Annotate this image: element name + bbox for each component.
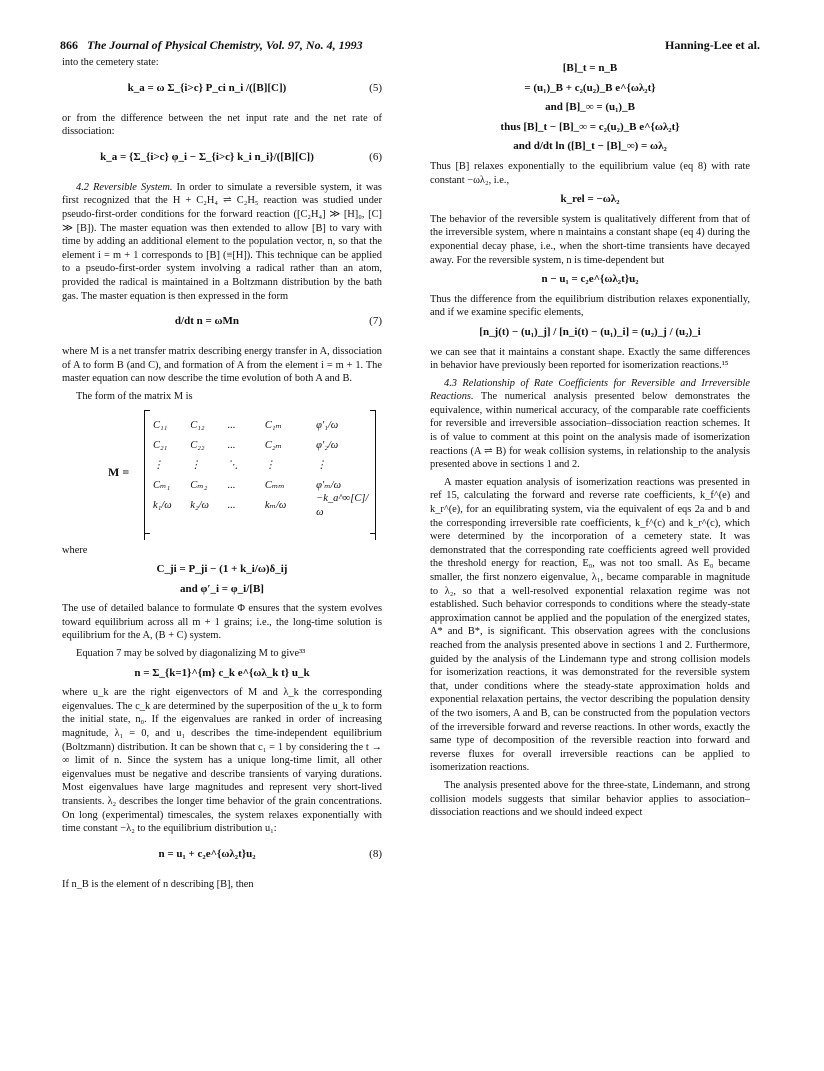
matrix-cell: k₁/ω: [153, 499, 172, 511]
equation-5-body: k_a = ω Σ_{i>c} P_ci n_i /([B][C]): [127, 81, 287, 94]
matrix-cell: Cₘₘ: [264, 479, 285, 491]
right-column: [430, 56, 750, 824]
paragraph: If n_B is the element of n describing [B], then: [62, 878, 254, 890]
matrix-cell: C₁ₘ: [264, 419, 282, 431]
section-4-2-title: 4.2 Reversible System.: [76, 181, 173, 193]
paragraph: The form of the matrix M is: [76, 390, 193, 402]
paragraph: The use of detailed balance to formulate Φ ensures that the system evolves toward equilibrium across all m + 1 grains; i.e., the long-time solution is equilibrium for the A, (B + C) system.: [62, 603, 382, 642]
matrix-cell: φ′ₘ/ω: [316, 479, 342, 491]
matrix-cell: ...: [227, 439, 236, 451]
equation-6: [62, 145, 382, 175]
equation-5: [62, 76, 382, 106]
equation-5-number: (5): [369, 81, 382, 94]
paragraph: Thus the difference from the equilibrium distribution relaxes exponentially, and if we examine specific elements,: [430, 293, 750, 319]
section-4-3-text: The numerical analysis presented below demonstrates the equivalence, within numerical accuracy, of the comparable rate coefficients for reversible and irreversible association–dissociation reaction schemes. It is of value to comment at this point on the analysis made of isomerization reactions (A ⇌ B) for weak collision systems, in relationship to the analysis presented above in sections 1 and 2.: [430, 391, 750, 471]
equation-phi: and φ′_i = φ_i/[B]: [180, 582, 264, 595]
matrix-cell: C₂₁: [153, 439, 168, 451]
equation-8: [62, 842, 382, 872]
matrix-cell: k₂/ω: [190, 499, 209, 511]
equation-7-number: (7): [369, 315, 382, 328]
matrix-cell: ⋱: [227, 459, 239, 471]
paragraph: The analysis presented above for the three-state, Lindemann, and strong collision models suggests that similar behavior applies to association–dissociation reactions and we should indeed expect: [430, 779, 750, 819]
section-4-2-paragraph: [62, 181, 382, 303]
matrix-cell: −k_a^∞[C]/ω: [316, 492, 369, 518]
equation-n-minus-u1: n − u₁ = c₂e^{ωλ₂t}u₂: [541, 273, 639, 286]
matrix-cell: ...: [227, 499, 236, 511]
equation-b3: and [B]_∞ = (u₁)_B: [545, 101, 635, 114]
paragraph: or from the difference between the net input rate and the net rate of dissociation:: [62, 112, 382, 138]
equation-b1: [B]_t = n_B: [562, 62, 618, 74]
equation-7: [62, 309, 382, 339]
section-4-3-paragraph: [430, 377, 750, 472]
matrix-cell: C₁₂: [190, 419, 205, 431]
paragraph: we can see that it maintains a constant shape. Exactly the same differences in behavior have previously been reported for isomerization reactions.¹⁵: [430, 346, 750, 372]
matrix-row: [145, 416, 375, 436]
paragraph: where u_k are the right eigenvectors of M and λ_k the corresponding eigenvalues. The c_k are determined by the superposition of the u_k to form the initial state, n₀. If the eigenvalues are ranked in order of increasing magnitude, λ₁ = 0, and u₁ describes the time-independent equilibrium (Boltzmann) distribution. It can be shown that c₁ = 1 by considering the t → ∞ limit of n. Since the system has a unique long-time limit, all other eigenvalues must be negative and describe transients of varying durations. Most eigenvalues have large magnitudes and represent very short-lived transients. λ₂ describes the longer time behavior of the grain concentrations. On long (experimental) timescales, the system relaxes exponentially with time constant −λ₂ to the equilibrium distribution u₁:: [62, 687, 382, 835]
matrix-row: [145, 456, 375, 476]
section-4-3-title: 4.3 Relationship of Rate Coefficients for Reversible and Irreversible Reactions.: [430, 377, 750, 403]
equation-8-number: (8): [369, 847, 382, 860]
matrix-cell: C₂₂: [190, 439, 205, 451]
matrix-label: M =: [108, 464, 130, 479]
matrix-cell: ⋮: [153, 459, 164, 471]
equation-6-number: (6): [369, 150, 382, 163]
left-column: [62, 56, 382, 895]
journal-title: The Journal of Physical Chemistry, Vol. 97, No. 4, 1993: [87, 38, 363, 52]
matrix-cell: ⋮: [264, 459, 276, 471]
matrix-cell: Cₘ₁: [153, 479, 171, 491]
equation-b2: = (u₁)_B + c₂(u₂)_B e^{ωλ₂t}: [524, 81, 656, 94]
matrix-m: [62, 410, 382, 538]
intro-text: into the cemetery state:: [62, 57, 159, 68]
matrix-cell: ...: [227, 479, 236, 491]
matrix-body: [144, 410, 376, 540]
matrix-cell: ...: [227, 419, 236, 431]
equation-n-sum: n = Σ_{k=1}^{m} c_k e^{ωλ_k t} u_k: [134, 666, 310, 679]
matrix-cell: Cₘ₂: [190, 479, 208, 491]
paragraph: A master equation analysis of isomerization reactions was presented in ref 15, calculating the forward and reverse rate coefficients, k_f^(e) and k_r^(e), for an equilibrating system, via the equivalent of eqs 2a and b and the corresponding irreversible rate coefficients, k_f^(c) and k_r^(c), which were determined by the incorporation of a cemetery state. It was demonstrated that the corresponding rate coefficients agreed well provided the threshold energy for reaction, E₀, was not too small. As E₀ became smaller, the first nonzero eigenvalue, λ₁, became comparable in magnitude to λ₂, so that a well-resolved exponential relaxation regime was not established. Such behavior corresponds to conditions where the steady-state approximation cannot be applied and the population of the energized states, A* and B*, is significant. This observation agrees with the conclusions reached from the analysis presented above in sections 1 and 2. Furthermore, guided by the analysis of the Lindemann type and strong collision models for isomerization reactions, it was demonstrated for the reversible system that, under conditions where the steady-state approximation holds and exponential relaxation pertains, the vector describing the population density of the two isomers, A and B, can be constructed from the population vectors of the irreversible forward and reverse reactions. In other words, exactly the same type of decomposition of the reversible reaction into forward and reverse fluxes for overall irreversible reactions can be applied to isomerization reactions.: [430, 476, 750, 774]
equation-ratio: [n_j(t) − (u₁)_j] / [n_i(t) − (u₁)_i] = (u₂)_j / (u₂)_i: [479, 325, 701, 338]
matrix-cell: φ′₂/ω: [316, 439, 339, 451]
matrix-row: [145, 492, 375, 518]
page-number: 866: [60, 38, 78, 52]
matrix-cell: ⋮: [316, 459, 327, 471]
matrix-cell: C₁₁: [153, 419, 168, 431]
running-header: [60, 38, 363, 53]
author-header: Hanning-Lee et al.: [665, 38, 760, 52]
equation-b5: and d/dt ln ([B]_t − [B]_∞) = ωλ₂: [513, 140, 667, 153]
paragraph: Equation 7 may be solved by diagonalizing M to give³³: [76, 648, 306, 660]
equation-7-body: d/dt n = ωMn: [174, 315, 240, 328]
equation-b4: thus [B]_t − [B]_∞ = c₂(u₂)_B e^{ωλ₂t}: [500, 120, 680, 133]
equation-6-body: k_a = {Σ_{i>c} φ_i − Σ_{i>c} k_i n_i}/([B][C]): [100, 150, 314, 163]
matrix-cell: ⋮: [190, 459, 201, 471]
matrix-cell: kₘ/ω: [264, 499, 287, 511]
paragraph: The behavior of the reversible system is qualitatively different from that of the irreversible system, where n maintains a constant shape (eq 4) during the exponential decay phase, i.e., when the short-time transients have decayed away. For the reversible system, n is time-dependent but: [430, 213, 750, 266]
matrix-cell: φ′₁/ω: [316, 419, 339, 431]
matrix-cell: C₂ₘ: [264, 439, 282, 451]
paragraph: where M is a net transfer matrix describing energy transfer in A, dissociation of A to form B (and C), and formation of A from the element i = m + 1. The master equation can now describe the time evolution of both A and B.: [62, 346, 382, 385]
equation-8-body: n = u₁ + c₂e^{ωλ₂t}u₂: [158, 847, 256, 860]
matrix-row: [145, 436, 375, 456]
equation-cji: C_ji = P_ji − (1 + k_i/ω)δ_ij: [156, 563, 288, 576]
where-text: where: [62, 544, 88, 556]
equation-krel: k_rel = −ωλ₂: [560, 193, 620, 206]
section-4-2-text: In order to simulate a reversible system, it was first recognized that the H + C₂H₄ ⇌ C₂H₅ reaction was studied under pseudo-first-order conditions for the forward reaction ([C₂H₄] ≫ [H]₀, [C] ≫ [B]). The master equation was then extended to allow [B] to vary with time by adding an additional element to the population vector, n, so that the element i = m + 1 corresponds to [B] (≡[H]). This technique can be applied to a pseudo-first-order system involving a radical rather than an atom, provided the radical is maintained in a Boltzmann distribution by the bath gas. The master equation is then expressed in the form: [62, 181, 382, 302]
paragraph: Thus [B] relaxes exponentially to the equilibrium value (eq 8) with rate constant −ωλ₂, i.e.,: [430, 160, 750, 186]
